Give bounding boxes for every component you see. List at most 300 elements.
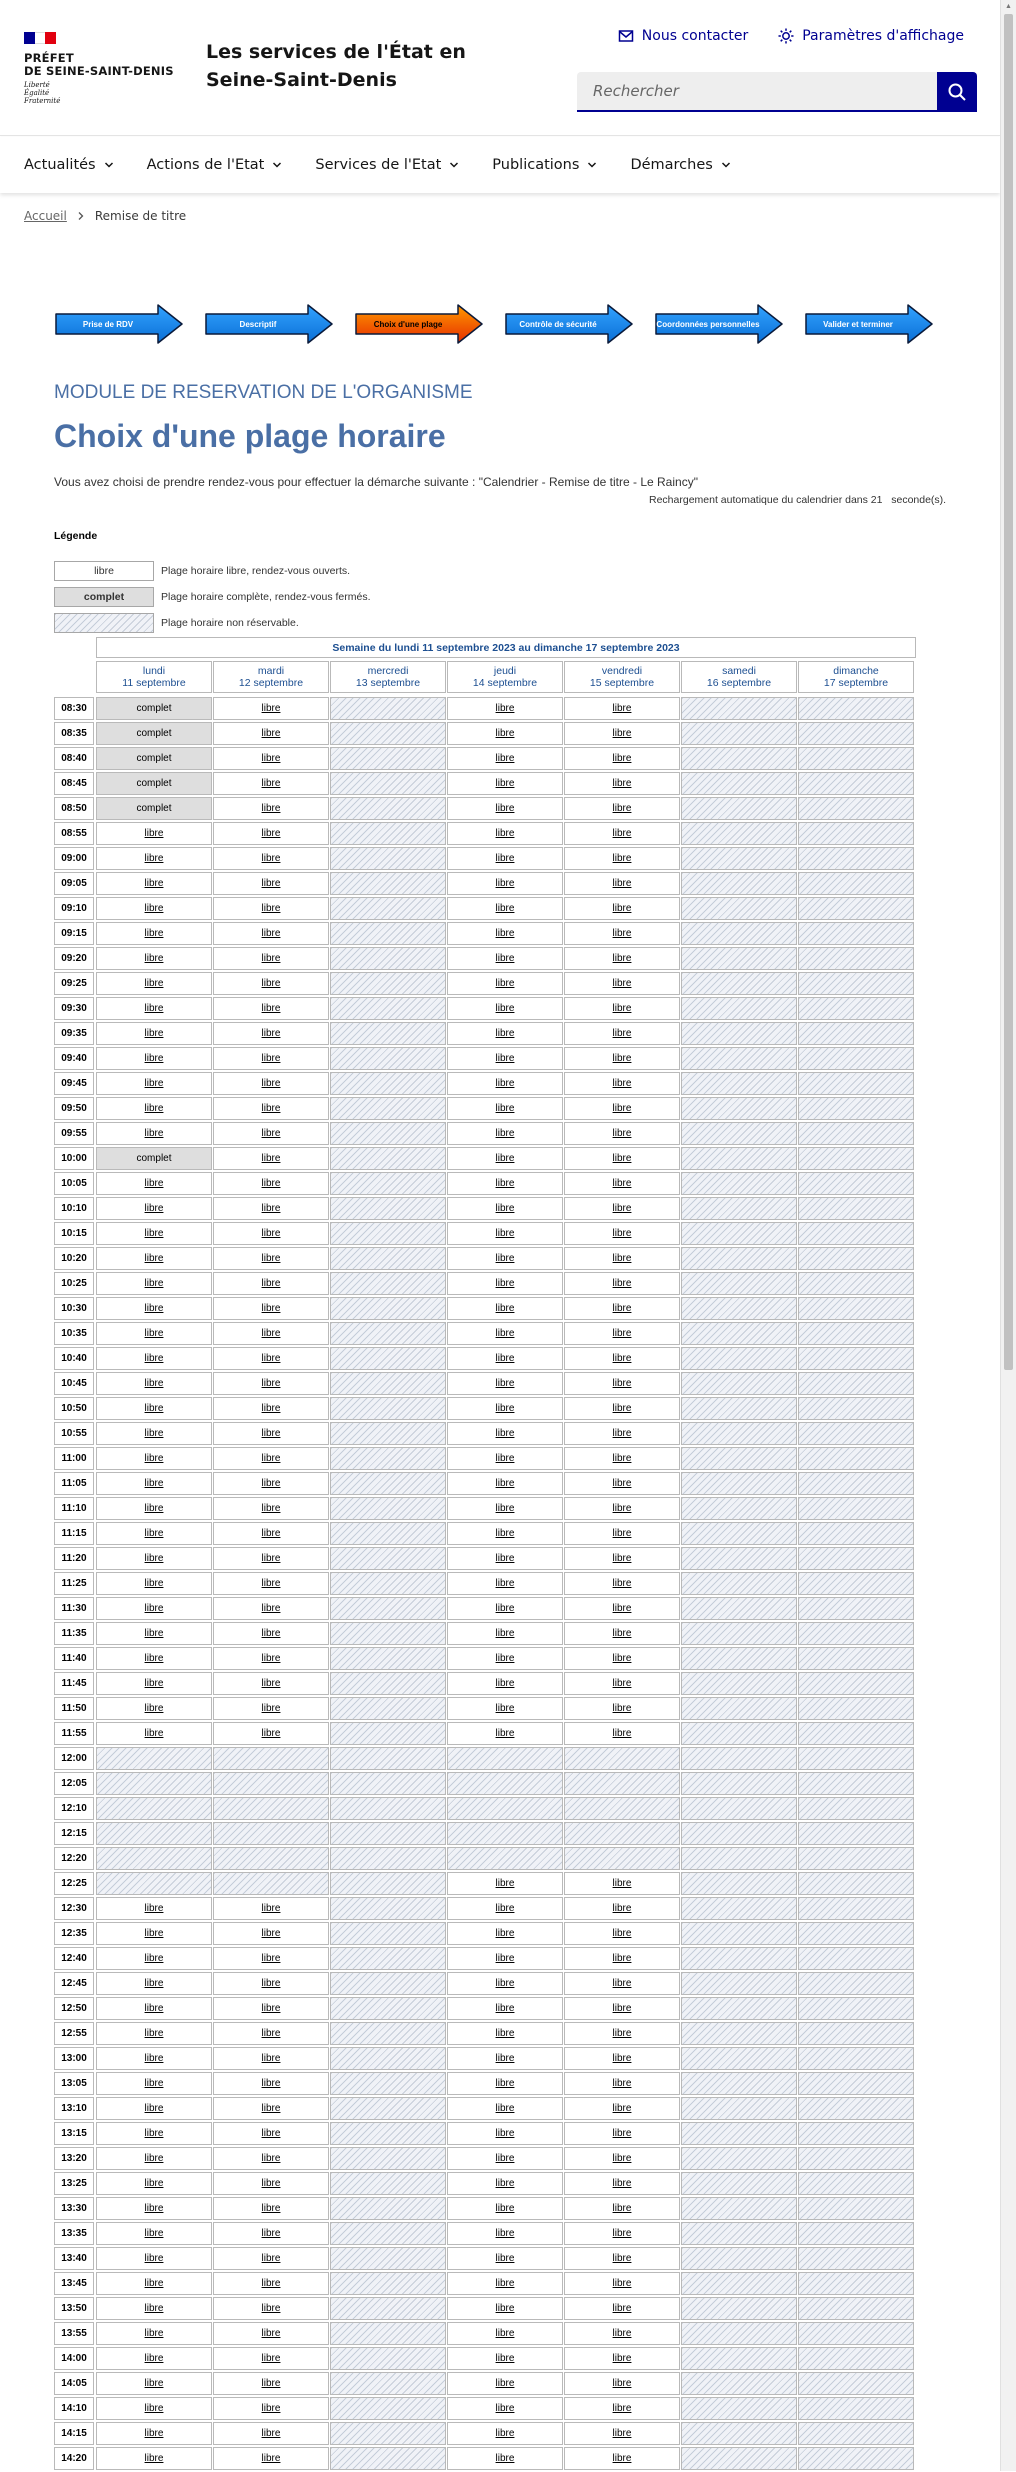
slot-free[interactable]: libre (447, 2147, 563, 2170)
slot-free[interactable]: libre (447, 1072, 563, 1095)
slot-free[interactable]: libre (96, 1097, 212, 1120)
slot-free[interactable]: libre (447, 822, 563, 845)
slot-free[interactable]: libre (96, 2097, 212, 2120)
slot-free[interactable]: libre (213, 1172, 329, 1195)
slot-unavailable (798, 1222, 914, 1245)
slot-free[interactable]: libre (447, 1497, 563, 1520)
slot-free[interactable]: libre (96, 1497, 212, 1520)
slot-free[interactable]: libre (447, 1472, 563, 1495)
slot-free[interactable]: libre (213, 1022, 329, 1045)
breadcrumb-home-link[interactable]: Accueil (24, 209, 67, 223)
slot-free[interactable]: libre (564, 2022, 680, 2045)
slot-free[interactable]: libre (447, 1172, 563, 1195)
slot-free[interactable]: libre (564, 1122, 680, 1145)
slot-free[interactable]: libre (96, 822, 212, 845)
slot-free[interactable]: libre (96, 1447, 212, 1470)
slot-free[interactable]: libre (447, 2322, 563, 2345)
slot-free[interactable]: libre (447, 1647, 563, 1670)
slot-free[interactable]: libre (564, 1522, 680, 1545)
slot-full: complet (96, 1147, 212, 1170)
slot-free[interactable]: libre (447, 1622, 563, 1645)
slot-free[interactable]: libre (96, 847, 212, 870)
slot-free[interactable]: libre (564, 2172, 680, 2195)
slot-free[interactable]: libre (96, 1197, 212, 1220)
slot-free[interactable]: libre (96, 1897, 212, 1920)
slot-free[interactable]: libre (96, 1222, 212, 1245)
slot-free[interactable]: libre (564, 2197, 680, 2220)
slot-free[interactable]: libre (564, 1322, 680, 1345)
slot-free[interactable]: libre (447, 1247, 563, 1270)
nav-item-demarches[interactable] (630, 157, 730, 173)
slot-free[interactable]: libre (213, 1297, 329, 1320)
slot-free[interactable]: libre (213, 2147, 329, 2170)
slot-free[interactable]: libre (564, 1397, 680, 1420)
slot-free[interactable]: libre (447, 1947, 563, 1970)
slot-free[interactable]: libre (96, 1522, 212, 1545)
slot-free[interactable]: libre (213, 1572, 329, 1595)
slot-free[interactable]: libre (213, 1272, 329, 1295)
slot-free[interactable]: libre (96, 2147, 212, 2170)
slot-free[interactable]: libre (213, 2397, 329, 2420)
slot-free[interactable]: libre (564, 2372, 680, 2395)
slot-free[interactable]: libre (564, 1672, 680, 1695)
slot-free[interactable]: libre (447, 2397, 563, 2420)
slot-free[interactable]: libre (447, 2372, 563, 2395)
slot-free[interactable]: libre (447, 997, 563, 1020)
contact-link[interactable] (618, 28, 748, 44)
slot-free[interactable]: libre (213, 2222, 329, 2245)
slot-free[interactable]: libre (213, 2072, 329, 2095)
slot-free[interactable]: libre (213, 822, 329, 845)
slot-unavailable (798, 1972, 914, 1995)
slot-free[interactable]: libre (213, 2047, 329, 2070)
slot-free[interactable]: libre (564, 722, 680, 745)
slot-free[interactable]: libre (564, 1197, 680, 1220)
slot-free[interactable]: libre (564, 2072, 680, 2095)
time-label: 08:50 (54, 797, 94, 820)
slot-free[interactable]: libre (447, 772, 563, 795)
slot-free[interactable]: libre (96, 1547, 212, 1570)
slot-free[interactable]: libre (447, 897, 563, 920)
slot-free[interactable]: libre (213, 1697, 329, 1720)
slot-free[interactable]: libre (96, 2072, 212, 2095)
slot-free[interactable]: libre (213, 947, 329, 970)
slot-free[interactable]: libre (564, 2272, 680, 2295)
slot-free[interactable]: libre (564, 972, 680, 995)
slot-free[interactable]: libre (96, 2197, 212, 2220)
step-label: Contrôle de sécurité (519, 319, 597, 329)
slot-free[interactable]: libre (96, 2172, 212, 2195)
slot-free[interactable]: libre (447, 1547, 563, 1570)
slot-free[interactable]: libre (96, 1322, 212, 1345)
slot-free[interactable]: libre (564, 2247, 680, 2270)
slot-free[interactable]: libre (447, 872, 563, 895)
slot-free[interactable]: libre (564, 1447, 680, 1470)
slot-free[interactable]: libre (564, 2347, 680, 2370)
slot-free[interactable]: libre (96, 897, 212, 920)
slot-free[interactable]: libre (96, 2372, 212, 2395)
slot-free[interactable]: libre (447, 2272, 563, 2295)
slot-free[interactable]: libre (564, 2147, 680, 2170)
slot-free[interactable]: libre (564, 947, 680, 970)
step-5[interactable] (654, 304, 784, 344)
slot-free[interactable]: libre (447, 797, 563, 820)
slot-free[interactable]: libre (447, 2297, 563, 2320)
slot-free[interactable]: libre (564, 2047, 680, 2070)
slot-free[interactable]: libre (96, 1022, 212, 1045)
slot-free[interactable]: libre (96, 1572, 212, 1595)
slot-free[interactable]: libre (564, 872, 680, 895)
slot-free[interactable]: libre (213, 922, 329, 945)
slot-free[interactable]: libre (96, 1597, 212, 1620)
slot-free[interactable]: libre (96, 2322, 212, 2345)
slot-free[interactable]: libre (447, 1022, 563, 1045)
slot-free[interactable]: libre (213, 1497, 329, 1520)
slot-free[interactable]: libre (447, 697, 563, 720)
slot-free[interactable]: libre (447, 1347, 563, 1370)
slot-free[interactable]: libre (564, 847, 680, 870)
slot-free[interactable]: libre (96, 2297, 212, 2320)
slot-free[interactable]: libre (96, 972, 212, 995)
slot-free[interactable]: libre (564, 1497, 680, 1520)
slot-free[interactable]: libre (564, 1172, 680, 1195)
slot-free[interactable]: libre (213, 997, 329, 1020)
slot-free[interactable]: libre (564, 1147, 680, 1170)
display-settings-button[interactable] (778, 28, 964, 44)
slot-free[interactable]: libre (447, 2222, 563, 2245)
slot-free[interactable]: libre (447, 1397, 563, 1420)
slot-free[interactable]: libre (96, 1422, 212, 1445)
slot-free[interactable]: libre (213, 2297, 329, 2320)
slot-free[interactable]: libre (213, 1147, 329, 1170)
slot-free[interactable]: libre (564, 1897, 680, 1920)
slot-free[interactable]: libre (213, 747, 329, 770)
slot-free[interactable]: libre (564, 1597, 680, 1620)
nav-item-actualites[interactable] (24, 157, 114, 173)
slot-free[interactable]: libre (213, 1547, 329, 1570)
slot-free[interactable]: libre (213, 2347, 329, 2370)
time-row (54, 1372, 916, 1397)
slot-free[interactable]: libre (96, 1347, 212, 1370)
slot-free[interactable]: libre (213, 2422, 329, 2445)
slot-free[interactable]: libre (447, 1722, 563, 1745)
slot-unavailable (681, 922, 797, 945)
slot-unavailable (96, 1872, 212, 1895)
slot-free[interactable]: libre (96, 1922, 212, 1945)
slot-free[interactable]: libre (564, 1072, 680, 1095)
slot-free[interactable]: libre (564, 897, 680, 920)
slot-free[interactable]: libre (96, 1272, 212, 1295)
slot-free[interactable]: libre (213, 1672, 329, 1695)
slot-free[interactable]: libre (213, 1947, 329, 1970)
slot-free[interactable]: libre (213, 1422, 329, 1445)
slot-free[interactable]: libre (96, 1722, 212, 1745)
slot-free[interactable]: libre (213, 1897, 329, 1920)
slot-unavailable (447, 1847, 563, 1870)
slot-free[interactable]: libre (447, 1372, 563, 1395)
slot-free[interactable]: libre (564, 772, 680, 795)
scroll-up-arrow-icon[interactable]: ▲ (1005, 3, 1012, 10)
slot-free[interactable]: libre (564, 1222, 680, 1245)
time-row (54, 2422, 916, 2447)
slot-free[interactable]: libre (96, 947, 212, 970)
slot-free[interactable]: libre (447, 1047, 563, 1070)
slot-free[interactable]: libre (213, 1247, 329, 1270)
breadcrumb (24, 209, 186, 223)
slot-free[interactable]: libre (447, 922, 563, 945)
step-1[interactable] (54, 304, 184, 344)
slot-free[interactable]: libre (564, 2322, 680, 2345)
slot-unavailable (798, 2322, 914, 2345)
slot-unavailable (330, 1372, 446, 1395)
slot-free[interactable]: libre (213, 897, 329, 920)
slot-free[interactable]: libre (213, 1222, 329, 1245)
slot-free[interactable]: libre (96, 1972, 212, 1995)
site-title[interactable]: Les services de l'État en Seine-Saint-Denis (206, 41, 466, 91)
slot-free[interactable]: libre (564, 2397, 680, 2420)
slot-free[interactable]: libre (447, 1922, 563, 1945)
slot-free[interactable]: libre (96, 1997, 212, 2020)
slot-free[interactable]: libre (213, 847, 329, 870)
page-scrollbar[interactable] (1000, 0, 1016, 2471)
slot-free[interactable]: libre (96, 872, 212, 895)
slot-free[interactable]: libre (564, 1722, 680, 1745)
slot-free[interactable]: libre (447, 1297, 563, 1320)
nav-item-label: Actualités (24, 157, 96, 173)
slot-free[interactable]: libre (447, 972, 563, 995)
slot-free[interactable]: libre (213, 2022, 329, 2045)
slot-free[interactable]: libre (564, 1297, 680, 1320)
slot-free[interactable]: libre (447, 847, 563, 870)
slot-free[interactable]: libre (96, 1297, 212, 1320)
scrollbar-thumb[interactable] (1004, 14, 1013, 1370)
time-label: 12:25 (54, 1872, 94, 1895)
slot-free[interactable]: libre (564, 997, 680, 1020)
slot-free[interactable]: libre (564, 2097, 680, 2120)
slot-free[interactable]: libre (213, 1447, 329, 1470)
slot-unavailable (681, 2047, 797, 2070)
slot-free[interactable]: libre (213, 1622, 329, 1645)
slot-free[interactable]: libre (213, 2122, 329, 2145)
slot-free[interactable]: libre (213, 722, 329, 745)
slot-free[interactable]: libre (96, 1047, 212, 1070)
slot-free[interactable]: libre (564, 1047, 680, 1070)
slot-free[interactable]: libre (213, 1122, 329, 1145)
slot-free[interactable]: libre (447, 1422, 563, 1445)
slot-free[interactable]: libre (96, 2397, 212, 2420)
slot-free[interactable]: libre (564, 2422, 680, 2445)
slot-free[interactable]: libre (96, 2347, 212, 2370)
slot-free[interactable]: libre (564, 747, 680, 770)
slot-free[interactable]: libre (447, 1572, 563, 1595)
slot-free[interactable]: libre (96, 2272, 212, 2295)
slot-free[interactable]: libre (213, 1647, 329, 1670)
slot-free[interactable]: libre (447, 1972, 563, 1995)
slot-free[interactable]: libre (213, 1922, 329, 1945)
slot-free[interactable]: libre (96, 2247, 212, 2270)
slot-free[interactable]: libre (447, 1122, 563, 1145)
slot-free[interactable]: libre (213, 1372, 329, 1395)
nav-item-actions[interactable] (147, 157, 283, 173)
slot-free[interactable]: libre (564, 1472, 680, 1495)
slot-free[interactable]: libre (447, 1697, 563, 1720)
slot-free[interactable]: libre (213, 972, 329, 995)
slot-free[interactable]: libre (447, 2172, 563, 2195)
slot-free[interactable]: libre (447, 1997, 563, 2020)
slot-unavailable (798, 1347, 914, 1370)
slot-free[interactable]: libre (213, 2247, 329, 2270)
slot-free[interactable]: libre (564, 1547, 680, 1570)
slot-free[interactable]: libre (564, 1347, 680, 1370)
slot-free[interactable]: libre (564, 1872, 680, 1895)
nav-item-publications[interactable] (492, 157, 597, 173)
slot-free[interactable]: libre (96, 922, 212, 945)
slot-free[interactable]: libre (447, 1897, 563, 1920)
slot-free[interactable]: libre (447, 2197, 563, 2220)
slot-free[interactable]: libre (447, 2447, 563, 2470)
slot-unavailable (798, 1147, 914, 1170)
slot-free[interactable]: libre (564, 2122, 680, 2145)
slot-free[interactable]: libre (96, 2122, 212, 2145)
slot-free[interactable]: libre (96, 1397, 212, 1420)
slot-free[interactable]: libre (447, 1447, 563, 1470)
slot-free[interactable]: libre (213, 772, 329, 795)
slot-free[interactable]: libre (447, 2347, 563, 2370)
slot-free[interactable]: libre (213, 1347, 329, 1370)
slot-free[interactable]: libre (564, 697, 680, 720)
slot-free[interactable]: libre (213, 1397, 329, 1420)
slot-free[interactable]: libre (564, 1697, 680, 1720)
slot-free[interactable]: libre (564, 1372, 680, 1395)
step-4[interactable] (504, 304, 634, 344)
slot-free[interactable]: libre (564, 1422, 680, 1445)
slot-free[interactable]: libre (213, 1997, 329, 2020)
slot-free[interactable]: libre (447, 722, 563, 745)
slot-free[interactable]: libre (564, 1997, 680, 2020)
slot-free[interactable]: libre (213, 2172, 329, 2195)
slot-free[interactable]: libre (564, 822, 680, 845)
slot-free[interactable]: libre (213, 1322, 329, 1345)
slot-free[interactable]: libre (96, 1647, 212, 1670)
slot-free[interactable]: libre (447, 1322, 563, 1345)
slot-free[interactable]: libre (447, 1147, 563, 1170)
slot-free[interactable]: libre (447, 2097, 563, 2120)
slot-free[interactable]: libre (213, 1197, 329, 1220)
slot-free[interactable]: libre (96, 2047, 212, 2070)
slot-free[interactable]: libre (447, 1197, 563, 1220)
slot-free[interactable]: libre (96, 2422, 212, 2445)
slot-free[interactable]: libre (213, 1522, 329, 1545)
slot-free[interactable]: libre (213, 2322, 329, 2345)
slot-free[interactable]: libre (564, 1647, 680, 1670)
slot-free[interactable]: libre (447, 2047, 563, 2070)
legend-title: Légende (54, 530, 98, 542)
slot-free[interactable]: libre (96, 2222, 212, 2245)
slot-free[interactable]: libre (213, 872, 329, 895)
slot-free[interactable]: libre (447, 1222, 563, 1245)
slot-free[interactable]: libre (213, 1722, 329, 1745)
slot-free[interactable]: libre (564, 1272, 680, 1295)
slot-free[interactable]: libre (564, 2447, 680, 2470)
slot-free[interactable]: libre (96, 1122, 212, 1145)
slot-free[interactable]: libre (96, 1672, 212, 1695)
slot-free[interactable]: libre (564, 1947, 680, 1970)
slot-free[interactable]: libre (213, 2372, 329, 2395)
slot-free[interactable]: libre (213, 1097, 329, 1120)
slot-free[interactable]: libre (96, 1472, 212, 1495)
slot-free[interactable]: libre (213, 1597, 329, 1620)
nav-item-services[interactable] (315, 157, 459, 173)
slot-free[interactable]: libre (213, 2272, 329, 2295)
slot-free[interactable]: libre (447, 2122, 563, 2145)
step-2[interactable] (204, 304, 334, 344)
slot-free[interactable]: libre (447, 1097, 563, 1120)
slot-free[interactable]: libre (447, 2422, 563, 2445)
step-6[interactable] (804, 304, 934, 344)
step-3[interactable] (354, 304, 484, 344)
slot-free[interactable]: libre (213, 697, 329, 720)
slot-free[interactable]: libre (96, 1172, 212, 1195)
slot-free[interactable]: libre (96, 2022, 212, 2045)
slot-free[interactable]: libre (96, 1697, 212, 1720)
slot-free[interactable]: libre (96, 2447, 212, 2470)
slot-free[interactable]: libre (564, 1972, 680, 1995)
slot-free[interactable]: libre (564, 922, 680, 945)
slot-free[interactable]: libre (564, 1247, 680, 1270)
prefecture-logo[interactable] (24, 32, 174, 105)
slot-free[interactable]: libre (96, 997, 212, 1020)
slot-free[interactable]: libre (447, 1872, 563, 1895)
slot-free[interactable]: libre (447, 1672, 563, 1695)
search-button[interactable] (937, 72, 977, 112)
slot-free[interactable]: libre (564, 1097, 680, 1120)
slot-free[interactable]: libre (96, 1947, 212, 1970)
slot-free[interactable]: libre (96, 1622, 212, 1645)
slot-free[interactable]: libre (213, 2447, 329, 2470)
slot-free[interactable]: libre (564, 2297, 680, 2320)
slot-free[interactable]: libre (213, 797, 329, 820)
slot-free[interactable]: libre (447, 2072, 563, 2095)
slot-free[interactable]: libre (447, 1522, 563, 1545)
slot-free[interactable]: libre (213, 2197, 329, 2220)
slot-free[interactable]: libre (447, 1597, 563, 1620)
search-input[interactable] (577, 72, 937, 112)
slot-free[interactable]: libre (213, 1047, 329, 1070)
slot-free[interactable]: libre (96, 1247, 212, 1270)
time-label: 11:40 (54, 1647, 94, 1670)
slot-free[interactable]: libre (96, 1072, 212, 1095)
legend-item-unavailable (54, 613, 299, 633)
slot-free[interactable]: libre (564, 2222, 680, 2245)
slot-free[interactable]: libre (447, 2022, 563, 2045)
slot-free[interactable]: libre (447, 747, 563, 770)
slot-free[interactable]: libre (447, 2247, 563, 2270)
slot-free[interactable]: libre (564, 1622, 680, 1645)
slot-unavailable (681, 2222, 797, 2245)
slot-free[interactable]: libre (213, 2097, 329, 2120)
slot-free[interactable]: libre (213, 1072, 329, 1095)
slot-free[interactable]: libre (564, 797, 680, 820)
slot-free[interactable]: libre (213, 1472, 329, 1495)
slot-unavailable (798, 1072, 914, 1095)
slot-free[interactable]: libre (564, 1572, 680, 1595)
slot-free[interactable]: libre (447, 947, 563, 970)
slot-free[interactable]: libre (564, 1922, 680, 1945)
slot-free[interactable]: libre (447, 1272, 563, 1295)
slot-free[interactable]: libre (564, 1022, 680, 1045)
slot-free[interactable]: libre (213, 1972, 329, 1995)
slot-free[interactable]: libre (96, 1372, 212, 1395)
